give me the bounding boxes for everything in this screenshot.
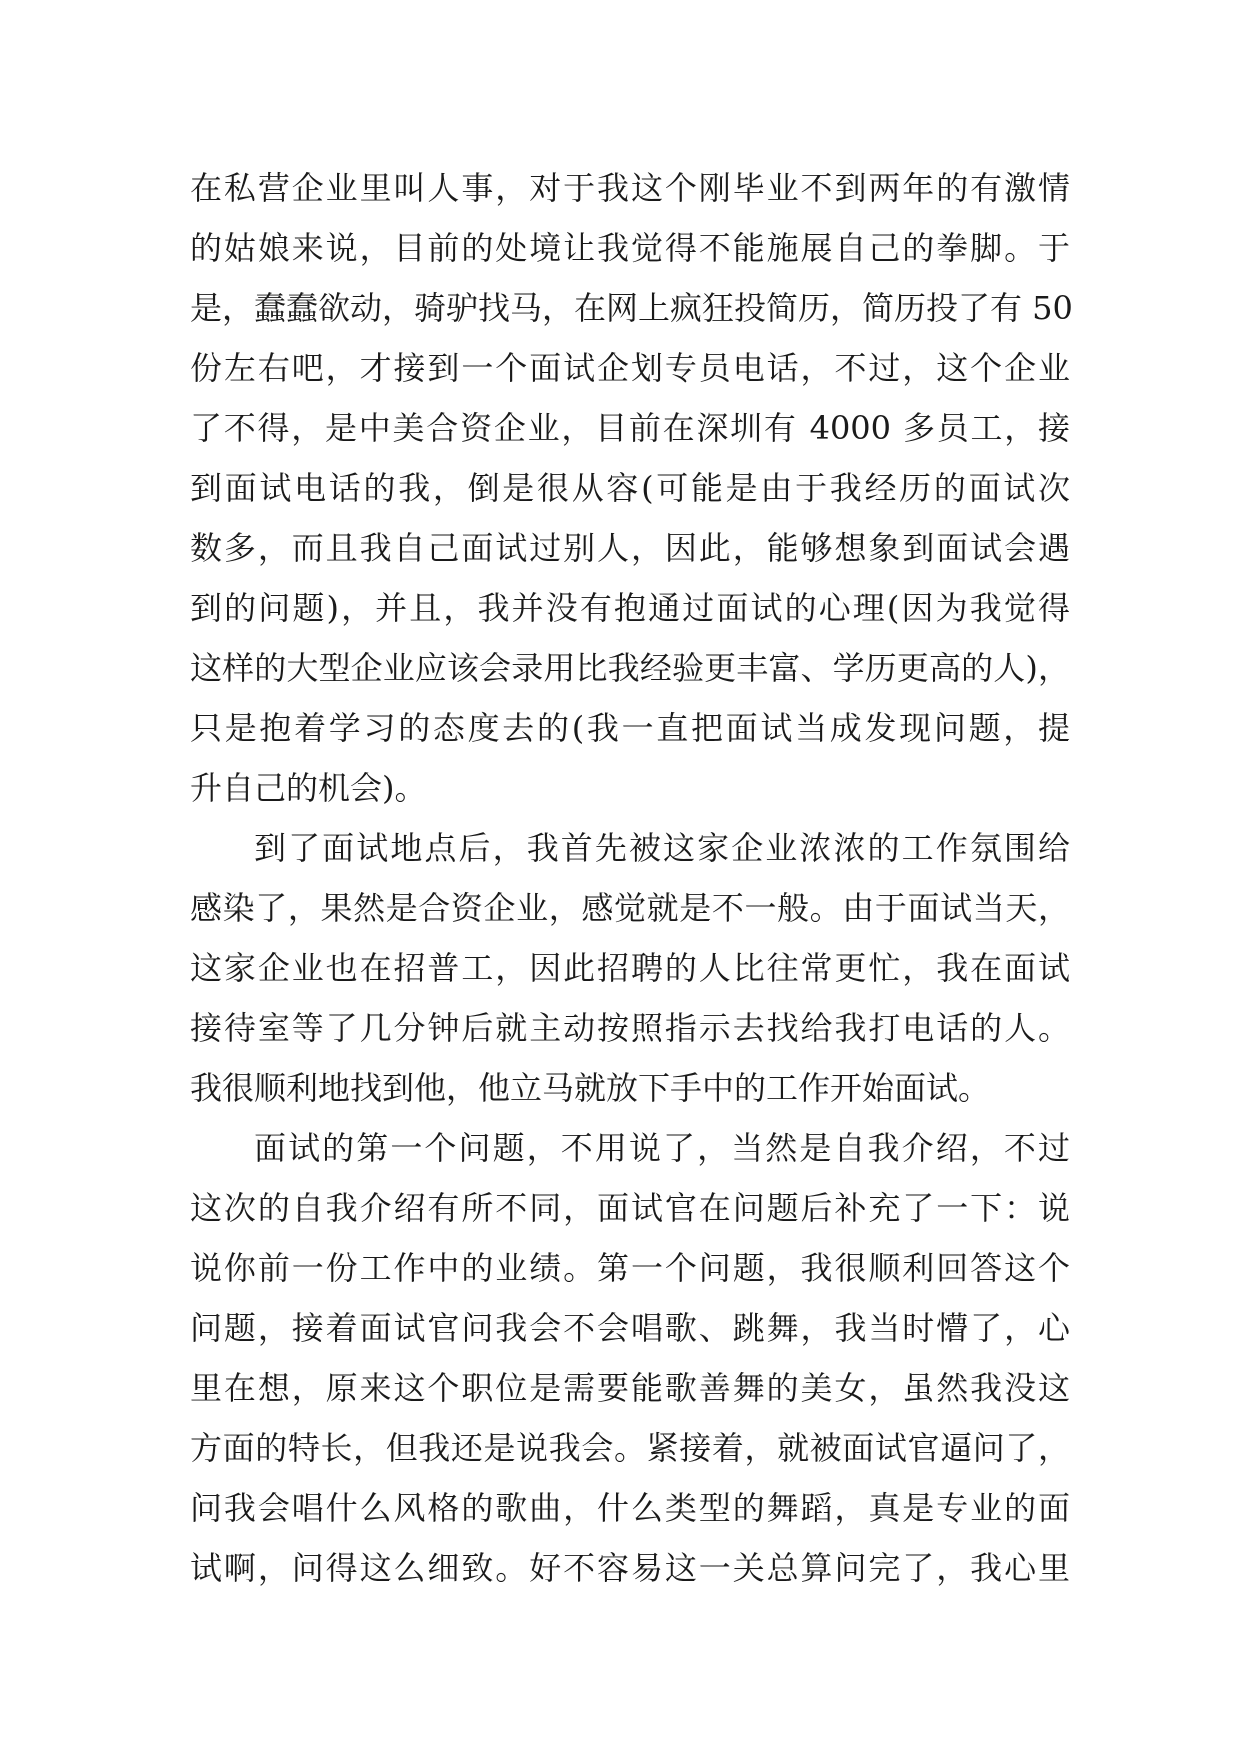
- document-body: [190, 158, 1073, 1598]
- text-line: 试啊，问得这么细致。好不容易这一关总算问完了，我心里: [190, 1549, 1070, 1587]
- text-line: 问题，接着面试官问我会不会唱歌、跳舞，我当时懵了，心: [190, 1309, 1070, 1347]
- text-line: 问我会唱什么风格的歌曲，什么类型的舞蹈，真是专业的面: [190, 1489, 1070, 1527]
- text-line: 的姑娘来说，目前的处境让我觉得不能施展自己的拳脚。于: [190, 229, 1070, 267]
- text-line: 只是抱着学习的态度去的(我一直把面试当成发现问题，提: [190, 709, 1070, 747]
- text-line: 在私营企业里叫人事，对于我这个刚毕业不到两年的有激情: [190, 169, 1070, 207]
- text-line: 升自己的机会)。: [190, 769, 427, 807]
- text-line: 这次的自我介绍有所不同，面试官在问题后补充了一下：说: [190, 1189, 1070, 1227]
- text-line: 里在想，原来这个职位是需要能歌善舞的美女，虽然我没这: [190, 1369, 1070, 1407]
- text-line: 到的问题)，并且，我并没有抱通过面试的心理(因为我觉得: [190, 589, 1070, 627]
- text-line: 份左右吧，才接到一个面试企划专员电话，不过，这个企业: [190, 349, 1070, 387]
- paragraph: [190, 818, 1070, 1118]
- paragraph: [190, 158, 1073, 818]
- text-line: 面试的第一个问题，不用说了，当然是自我介绍，不过: [254, 1129, 1070, 1167]
- text-line: 我很顺利地找到他，他立马就放下手中的工作开始面试。: [190, 1069, 991, 1107]
- text-line: 数多，而且我自己面试过别人，因此，能够想象到面试会遇: [190, 529, 1070, 567]
- text-line: 了不得，是中美合资企业，目前在深圳有 4000 多员工，接: [190, 409, 1070, 447]
- text-line: 感染了，果然是合资企业，感觉就是不一般。由于面试当天，: [190, 889, 1070, 927]
- text-line: 是，蠢蠢欲动，骑驴找马，在网上疯狂投简历，简历投了有 50: [190, 289, 1073, 327]
- text-line: 这样的大型企业应该会录用比我经验更丰富、学历更高的人)，: [190, 649, 1070, 687]
- text-line: 到面试电话的我，倒是很从容(可能是由于我经历的面试次: [190, 469, 1070, 507]
- text-line: 说你前一份工作中的业绩。第一个问题，我很顺利回答这个: [190, 1249, 1070, 1287]
- text-line: 接待室等了几分钟后就主动按照指示去找给我打电话的人。: [190, 1009, 1070, 1047]
- text-line: 这家企业也在招普工，因此招聘的人比往常更忙，我在面试: [190, 949, 1070, 987]
- paragraph: [190, 1118, 1070, 1598]
- text-line: 到了面试地点后，我首先被这家企业浓浓的工作氛围给: [254, 829, 1070, 867]
- text-line: 方面的特长，但我还是说我会。紧接着，就被面试官逼问了，: [190, 1429, 1070, 1467]
